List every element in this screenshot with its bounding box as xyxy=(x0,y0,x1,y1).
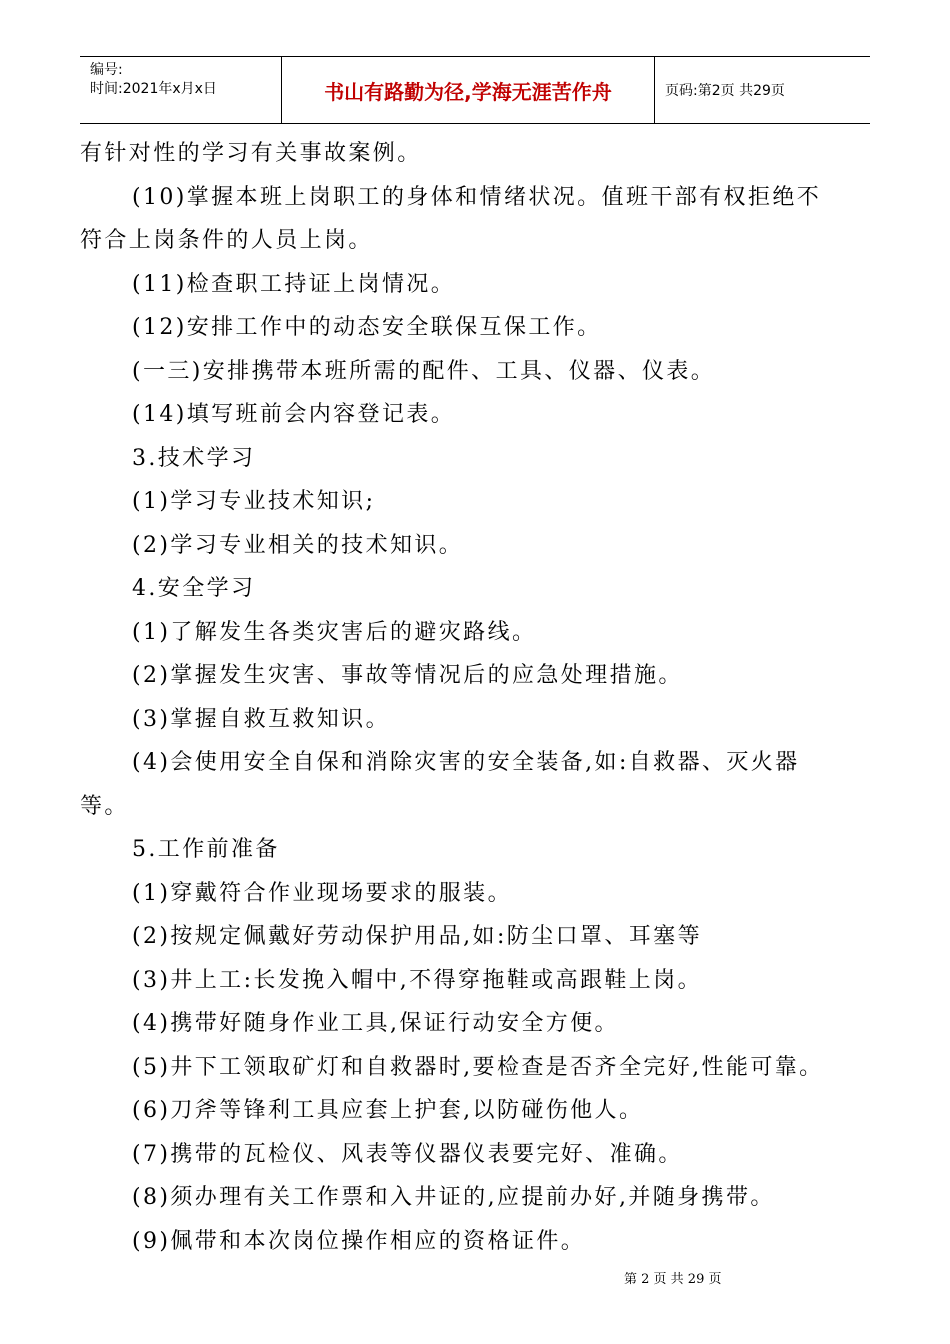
body-line: (5)井下工领取矿灯和自救器时,要检查是否齐全完好,性能可靠。 xyxy=(132,1054,824,1080)
body-line: (4)携带好随身作业工具,保证行动安全方便。 xyxy=(132,1011,619,1036)
body-line: (3)井上工:长发挽入帽中,不得穿拖鞋或高跟鞋上岗。 xyxy=(132,967,702,993)
section-heading: 5.工作前准备 xyxy=(132,837,280,862)
header-motto: 书山有路勤为径,学海无涯苦作舟 xyxy=(282,57,655,123)
body-line: (一三)安排携带本班所需的配件、工具、仪器、仪表。 xyxy=(132,358,716,384)
body-line: (3)掌握自救互救知识。 xyxy=(132,706,390,732)
body-line: (2)按规定佩戴好劳动保护用品,如:防尘口罩、耳塞等 xyxy=(132,924,702,949)
body-line: (14)填写班前会内容登记表。 xyxy=(132,402,456,427)
body-line: 有针对性的学习有关事故案例。 xyxy=(80,141,422,166)
body-line: (1)了解发生各类灾害后的避灾路线。 xyxy=(132,619,537,645)
section-heading: 4.安全学习 xyxy=(132,576,256,601)
section-heading: 3.技术学习 xyxy=(132,445,256,471)
document-number-label: 编号: xyxy=(90,62,123,78)
body-line: (2)学习专业相关的技术知识。 xyxy=(132,532,464,558)
body-line: 符合上岗条件的人员上岗。 xyxy=(80,228,373,253)
body-line: (4)会使用安全自保和消除灾害的安全装备,如:自救器、灭火器 xyxy=(132,750,800,775)
body-line: 等。 xyxy=(80,793,129,819)
page-header xyxy=(80,56,870,124)
body-line: (1)学习专业技术知识; xyxy=(132,489,376,514)
body-line: (7)携带的瓦检仪、风表等仪器仪表要完好、准确。 xyxy=(132,1141,683,1167)
body-line: (8)须办理有关工作票和入井证的,应提前办好,并随身携带。 xyxy=(132,1185,775,1210)
body-line: (9)佩带和本次岗位操作相应的资格证件。 xyxy=(132,1228,586,1254)
body-line: (12)安排工作中的动态安全联保互保工作。 xyxy=(132,315,602,340)
page-footer: 第 2 页 共 29 页 xyxy=(624,1272,722,1287)
header-page-info: 页码:第2页 共29页 xyxy=(665,83,785,99)
document-date-label: 时间:2021年x月x日 xyxy=(90,81,217,97)
body-line: (1)穿戴符合作业现场要求的服装。 xyxy=(132,880,512,906)
document-body xyxy=(80,132,870,1263)
header-meta xyxy=(80,57,282,123)
body-line: (6)刀斧等锋利工具应套上护套,以防碰伤他人。 xyxy=(132,1098,644,1123)
body-line: (10)掌握本班上岗职工的身体和情绪状况。值班干部有权拒绝不 xyxy=(132,184,822,210)
body-line: (11)检查职工持证上岗情况。 xyxy=(132,271,456,297)
body-line: (2)掌握发生灾害、事故等情况后的应急处理措施。 xyxy=(132,663,683,688)
